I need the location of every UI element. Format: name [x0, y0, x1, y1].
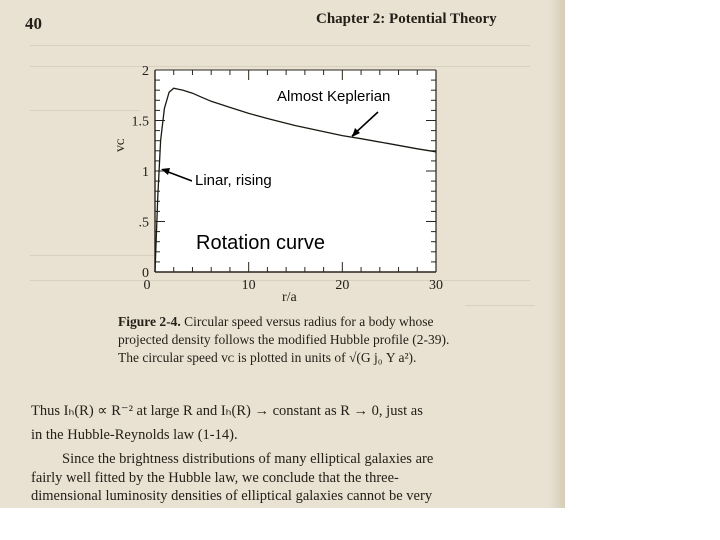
page-number: 40	[25, 14, 42, 33]
x-tick-label: 30	[429, 278, 443, 293]
x-tick-label: 10	[241, 278, 256, 293]
body-text-line: Since the brightness distributions of many elliptical galaxies are	[62, 451, 434, 467]
y-tick-label: 2	[142, 64, 149, 79]
annotation-linear-rising: Linar, rising	[192, 171, 275, 190]
body-text-line: dimensional luminosity densities of elliptical galaxies cannot be very	[31, 488, 433, 504]
figure-caption-text: Circular speed versus radius for a body whose projected density follows the modified Hubble profile (2-39). The circular speed vᴄ is plotted in units of √(G j₀ Υ a²).	[118, 314, 450, 365]
y-tick-label: .5	[138, 215, 149, 231]
annotation-almost-keplerian: Almost Keplerian	[272, 86, 395, 107]
x-tick-label: 20	[335, 278, 350, 293]
y-tick-label: 0	[142, 266, 149, 281]
figure-label: Figure 2-4.	[118, 314, 181, 329]
body-text-line: fairly well fitted by the Hubble law, we conclude that the three-	[31, 470, 399, 486]
y-tick-labels	[132, 64, 150, 281]
body-text-line: Thus Iₕ(R) ∝ R⁻² at large R and Iₕ(R) → constant as R → 0, just as	[31, 403, 423, 419]
y-tick-label: 1	[142, 165, 149, 180]
figure-caption	[118, 313, 463, 367]
y-axis-label: vᴄ	[113, 138, 128, 152]
x-tick-label: 0	[143, 278, 151, 293]
x-axis-label: r/a	[282, 290, 297, 305]
annotation-rotation-curve: Rotation curve	[192, 230, 333, 258]
body-text-line: in the Hubble-Reynolds law (1-14).	[31, 427, 238, 443]
chapter-header: Chapter 2: Potential Theory	[316, 11, 497, 27]
y-tick-label: 1.5	[131, 114, 149, 130]
